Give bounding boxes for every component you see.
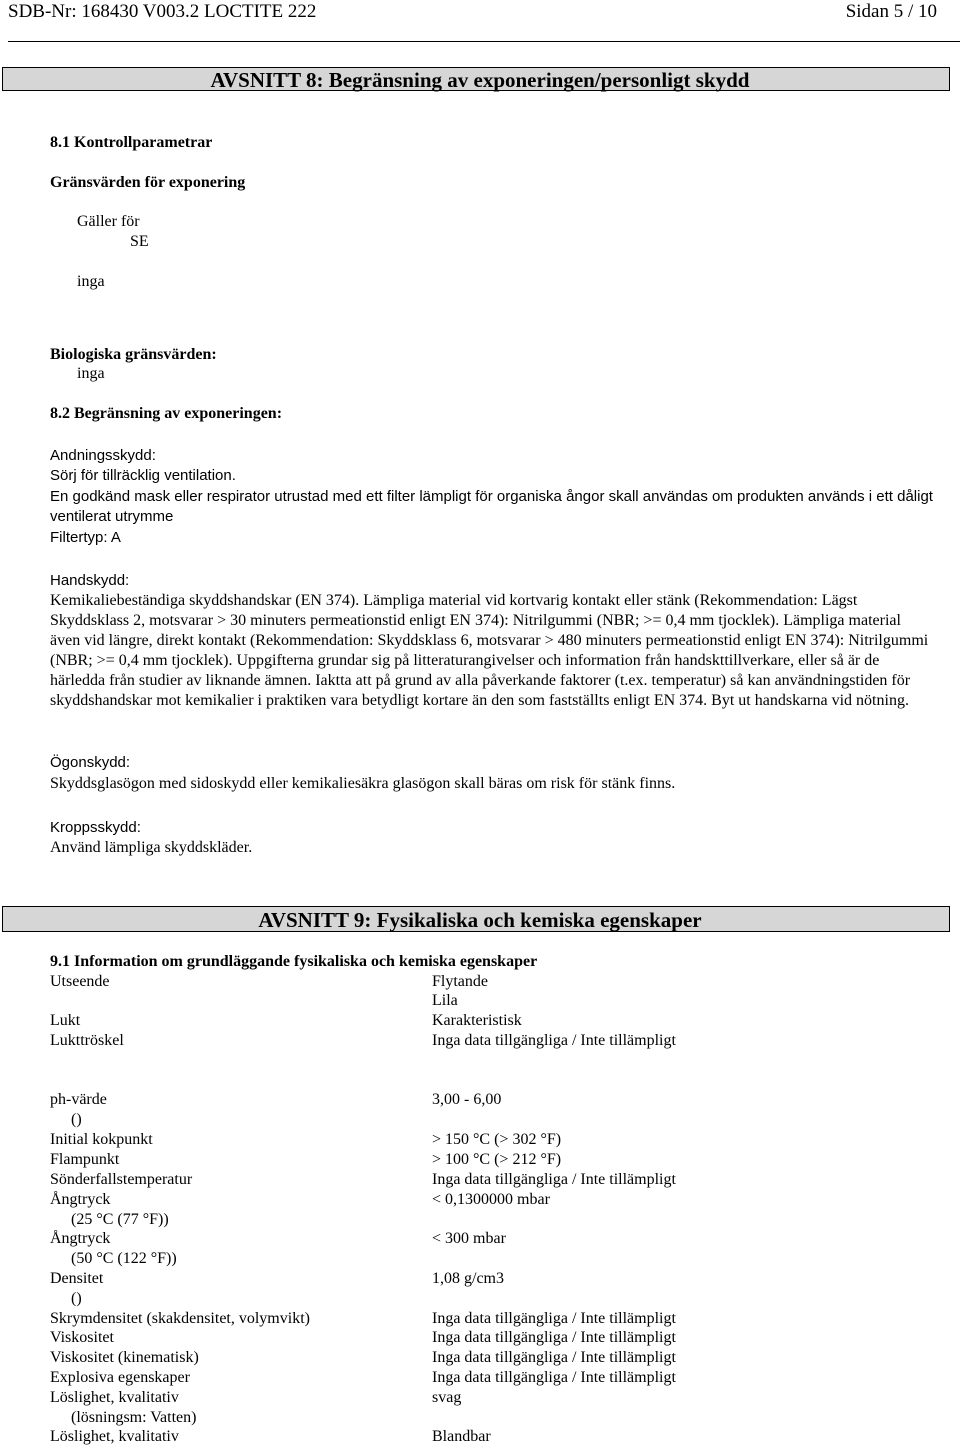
prop-value: Inga data tillgängliga / Inte tillämpligt <box>432 1349 676 1366</box>
eye-text: Skyddsglasögon med sidoskydd eller kemikaliesäkra glasögon skall bäras om risk för stänk finns. <box>50 775 676 792</box>
prop-value: < 0,1300000 mbar <box>432 1191 550 1208</box>
prop-name: Lukttröskel <box>50 1032 124 1049</box>
page-number: Sidan 5 / 10 <box>845 1 937 22</box>
prop-name: Sönderfallstemperatur <box>50 1171 193 1188</box>
hand-text: Kemikaliebeständiga skyddshandskar (EN 374). Lämpliga material vid kortvarig kontakt eller stänk (Rekommendation: Lägst Skyddsklass 2, motsvarar > 30 minuters permeationstid enligt EN 374): Nitrilgummi (NBR; >= 0,4 mm tjocklek). Lämpliga material även vid längre, direkt kontakt (Rekommendation: Skyddsklass 6, motsvarar > 480 minuters permeationstid enligt EN 374): Nitrilgummi (NBR; >= 0,4 mm tjocklek). Uppgifterna grundar sig på litteraturangivelser och information från handskttillverkare, eller så är de härledda från studier av liknande ämnen. Iaktta att på grund av alla påverkande faktorer (t.ex. temperatur) så kan användningstiden för skyddshandskar mot kemikalier i praktiken vara betydligt kortare än den som fastställts enligt EN 374. Byt ut handskarna vid nötning. <box>50 592 929 709</box>
prop-name: ph-värde <box>50 1091 107 1108</box>
prop-value: > 100 °C (> 212 °F) <box>432 1151 562 1168</box>
section-8-title: AVSNITT 8: Begränsning av exponeringen/personligt skydd <box>210 68 750 92</box>
eye-label: Ögonskydd: <box>50 754 131 771</box>
prop-condition: (50 °C (122 °F)) <box>71 1250 177 1267</box>
limits-value: inga <box>77 273 105 290</box>
prop-name: Viskositet <box>50 1329 114 1346</box>
prop-value: Inga data tillgängliga / Inte tillämpligt <box>432 1329 676 1346</box>
body-label: Kroppsskydd: <box>50 819 141 836</box>
prop-name: Utseende <box>50 973 110 990</box>
section-8-heading <box>2 67 950 91</box>
limits-heading: Gränsvärden för exponering <box>50 174 246 191</box>
prop-name: Ångtryck <box>50 1230 111 1247</box>
prop-value: Karakteristisk <box>432 1012 522 1029</box>
bio-value: inga <box>77 365 105 382</box>
prop-value: > 150 °C (> 302 °F) <box>432 1131 562 1148</box>
prop-condition: (25 °C (77 °F)) <box>71 1211 169 1228</box>
subsection-8-2: 8.2 Begränsning av exponeringen: <box>50 405 283 422</box>
prop-name: Löslighet, kvalitativ <box>50 1428 179 1445</box>
prop-name: Densitet <box>50 1270 104 1287</box>
respiratory-text-2: En godkänd mask eller respirator utrustad med ett filter lämpligt för organiska ångor skall användas om produkten används i ett dåligt ventilerat utrymme <box>50 488 933 525</box>
section-9-title: AVSNITT 9: Fysikaliska och kemiska egenskaper <box>258 908 702 932</box>
respiratory-text-1: Sörj för tillräcklig ventilation. <box>50 467 236 484</box>
prop-value: Inga data tillgängliga / Inte tillämpligt <box>432 1032 676 1049</box>
prop-value: Blandbar <box>432 1428 491 1445</box>
header-divider <box>8 41 960 42</box>
hand-label: Handskydd: <box>50 572 130 589</box>
prop-value: Lila <box>432 992 458 1009</box>
prop-value: 3,00 - 6,00 <box>432 1091 502 1108</box>
body-text: Använd lämpliga skyddskläder. <box>50 839 253 856</box>
prop-name: Viskositet (kinematisk) <box>50 1349 199 1366</box>
subsection-8-1: 8.1 Kontrollparametrar <box>50 134 213 151</box>
subsection-9-1: 9.1 Information om grundläggande fysikaliska och kemiska egenskaper <box>50 953 538 970</box>
prop-name: Initial kokpunkt <box>50 1131 153 1148</box>
prop-condition: () <box>71 1111 82 1128</box>
section-9-heading <box>2 906 950 932</box>
prop-value: Inga data tillgängliga / Inte tillämpligt <box>432 1171 676 1188</box>
prop-condition: () <box>71 1290 82 1307</box>
prop-value: 1,08 g/cm3 <box>432 1270 504 1287</box>
bio-heading: Biologiska gränsvärden: <box>50 346 217 363</box>
prop-name: Flampunkt <box>50 1151 120 1168</box>
prop-value: Inga data tillgängliga / Inte tillämpligt <box>432 1310 676 1327</box>
prop-name: Ångtryck <box>50 1191 111 1208</box>
prop-value: Flytande <box>432 973 488 990</box>
document-id: SDB-Nr: 168430 V003.2 LOCTITE 222 <box>8 1 317 22</box>
prop-name: Explosiva egenskaper <box>50 1369 190 1386</box>
prop-name: Lukt <box>50 1012 81 1029</box>
prop-value: Inga data tillgängliga / Inte tillämpligt <box>432 1369 676 1386</box>
filter-type: Filtertyp: A <box>50 529 121 546</box>
prop-value: < 300 mbar <box>432 1230 506 1247</box>
respiratory-label: Andningsskydd: <box>50 447 156 464</box>
applies-label: Gäller för <box>77 213 140 230</box>
prop-name: Skrymdensitet (skakdensitet, volymvikt) <box>50 1310 310 1327</box>
prop-value: svag <box>432 1389 462 1406</box>
applies-value: SE <box>130 233 149 250</box>
prop-name: Löslighet, kvalitativ <box>50 1389 179 1406</box>
prop-condition: (lösningsm: Vatten) <box>71 1409 197 1426</box>
